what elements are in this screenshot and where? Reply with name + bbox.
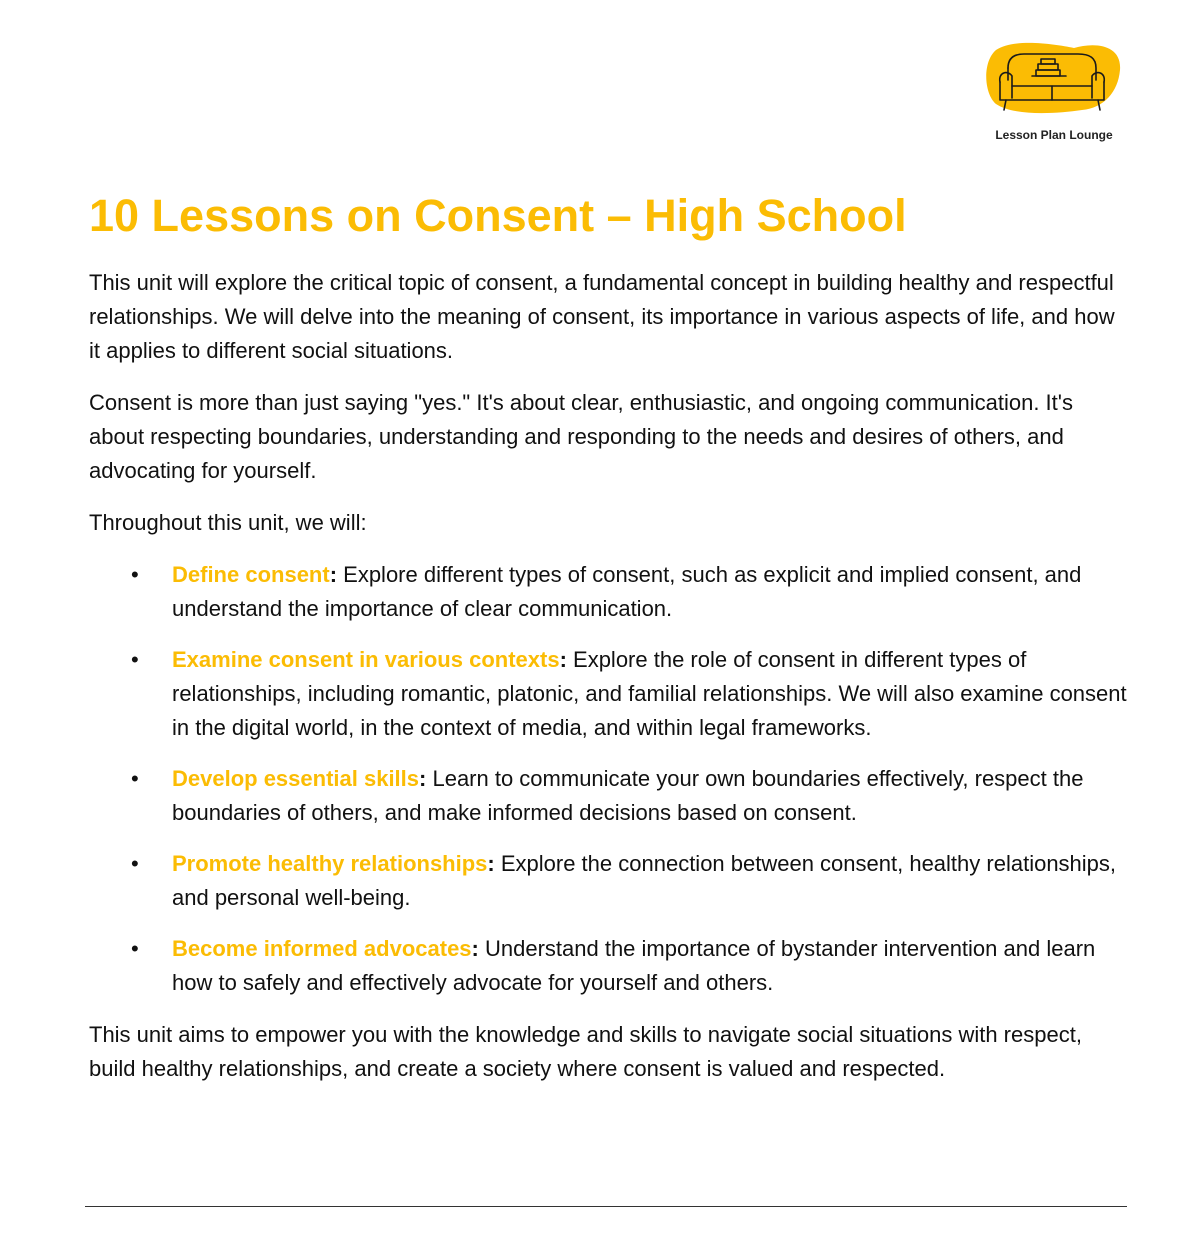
- logo: [984, 40, 1124, 148]
- objectives-list: [89, 558, 1129, 1000]
- closing-paragraph: This unit aims to empower you with the knowledge and skills to navigate social situations with respect, build healthy relationships, and create a society where consent is valued and respected.: [89, 1022, 1082, 1081]
- list-item: [89, 932, 1129, 1000]
- intro-paragraph-2: Consent is more than just saying "yes." It's about clear, enthusiastic, and ongoing communication. It's about respecting boundaries, understanding and responding to the needs and desires of others, and advocating for yourself.: [89, 390, 1073, 483]
- list-item-heading: Examine consent in various contexts: [172, 647, 560, 672]
- list-item-heading: Promote healthy relationships: [172, 851, 488, 876]
- list-item: [89, 558, 1129, 626]
- list-item-separator: :: [471, 936, 479, 961]
- list-item-text: Explore the role of consent in different types of relationships, including romantic, platonic, and familial relationships. We will also examine consent in the digital world, in the context of media, and within legal frameworks.: [172, 647, 1127, 740]
- intro-paragraph-1: This unit will explore the critical topic of consent, a fundamental concept in building healthy and respectful relationships. We will delve into the meaning of consent, its importance in various aspects of life, and how it applies to different social situations.: [89, 270, 1115, 363]
- list-item-separator: :: [419, 766, 427, 791]
- list-item-heading: Develop essential skills: [172, 766, 420, 791]
- list-item: [89, 643, 1129, 745]
- logo-text: Lesson Plan Lounge: [995, 128, 1113, 142]
- list-item-separator: :: [329, 562, 338, 587]
- list-item-text: Understand the importance of bystander intervention and learn how to safely and effectively advocate for yourself and others.: [172, 936, 1096, 995]
- list-item-heading: Become informed advocates: [172, 936, 472, 961]
- intro-paragraph-3: Throughout this unit, we will:: [89, 510, 367, 535]
- list-item-heading: Define consent: [172, 562, 330, 587]
- bullet-icon: •: [131, 766, 139, 791]
- sofa-with-books-icon: [984, 40, 1124, 130]
- list-item-text: Explore the connection between consent, healthy relationships, and personal well-being.: [172, 851, 1117, 910]
- bullet-icon: •: [131, 562, 139, 587]
- bullet-icon: •: [131, 647, 139, 672]
- list-item: [89, 762, 1129, 830]
- page-title: 10 Lessons on Consent – High School: [89, 190, 907, 241]
- bullet-icon: •: [131, 851, 139, 876]
- document-body: [89, 266, 1129, 1104]
- footer-divider: [85, 1206, 1127, 1207]
- list-item-separator: :: [559, 647, 567, 672]
- list-item-text: Learn to communicate your own boundaries effectively, respect the boundaries of others, and make informed decisions based on consent.: [172, 766, 1084, 825]
- list-item-separator: :: [487, 851, 495, 876]
- bullet-icon: •: [131, 936, 139, 961]
- list-item-text: Explore different types of consent, such as explicit and implied consent, and understand the importance of clear communication.: [172, 562, 1082, 621]
- list-item: [89, 847, 1129, 915]
